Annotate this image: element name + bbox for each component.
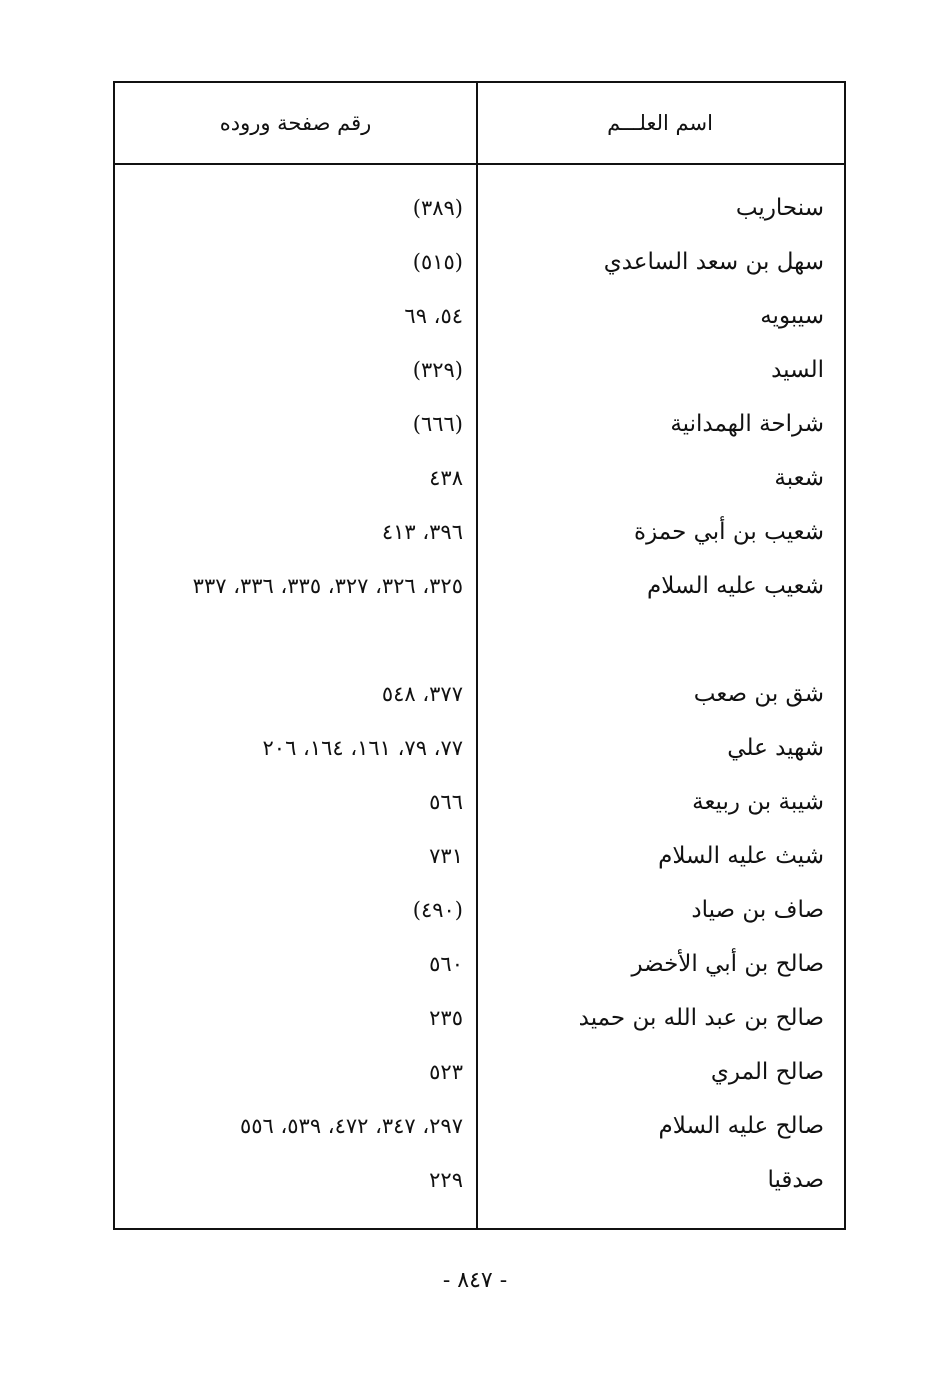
page-references: (٥١٥)	[412, 250, 463, 274]
person-name: صالح بن عبد الله بن حميد	[578, 1005, 824, 1031]
person-name: سنحاريب	[735, 195, 824, 221]
table-row	[115, 829, 844, 883]
table-row	[115, 181, 844, 235]
table-row	[115, 937, 844, 991]
table-row	[115, 505, 844, 559]
table-row	[115, 667, 844, 721]
index-rows	[115, 181, 844, 1207]
page-references: ٥٦٠	[429, 952, 463, 976]
table-row	[115, 451, 844, 505]
person-name: السيد	[771, 357, 824, 383]
table-row	[115, 343, 844, 397]
person-name: شق بن صعب	[693, 681, 824, 707]
person-name: شراحة الهمدانية	[670, 411, 824, 437]
page-number: - ٨٤٧ -	[442, 1268, 508, 1293]
page-references: (٦٦٦)	[412, 412, 463, 436]
page-references: (٣٢٩)	[412, 358, 463, 382]
page-references: ٣٩٦، ٤١٣	[381, 520, 463, 544]
index-table	[113, 81, 846, 1230]
page-references: ٣٢٥، ٣٢٦، ٣٢٧، ٣٣٥، ٣٣٦، ٣٣٧	[192, 574, 463, 598]
page-references: ٧٧، ٧٩، ١٦١، ١٦٤، ٢٠٦	[262, 736, 463, 760]
person-name: شعيب بن أبي حمزة	[634, 519, 824, 545]
person-name: صدقيا	[767, 1167, 824, 1193]
page-references: ٢٣٥	[429, 1006, 463, 1030]
header-name-column: اسم العلـــم	[607, 111, 713, 135]
table-row	[115, 1153, 844, 1207]
page-references: ٥٦٦	[429, 790, 463, 814]
table-row	[115, 1099, 844, 1153]
table-row	[115, 235, 844, 289]
table-row	[115, 397, 844, 451]
table-row	[115, 883, 844, 937]
page-references: ٣٧٧، ٥٤٨	[381, 682, 463, 706]
page-references: (٤٩٠)	[412, 898, 463, 922]
person-name: شهيد علي	[727, 735, 824, 761]
header-pages-column: رقم صفحة وروده	[219, 111, 372, 135]
page-references: ٥٢٣	[429, 1060, 463, 1084]
person-name: شعبة	[774, 465, 824, 491]
person-name: شعيب عليه السلام	[646, 573, 824, 599]
table-row	[115, 559, 844, 667]
header-divider	[115, 163, 844, 165]
table-row	[115, 721, 844, 775]
page-references: ٤٣٨	[429, 466, 463, 490]
page-references: ٧٣١	[429, 844, 463, 868]
table-row	[115, 775, 844, 829]
table-row	[115, 1045, 844, 1099]
person-name: شيبة بن ربيعة	[692, 789, 824, 815]
person-name: صالح المري	[710, 1059, 824, 1085]
person-name: سيبويه	[760, 303, 824, 329]
page-references: ٥٤، ٦٩	[404, 304, 463, 328]
person-name: صاف بن صياد	[691, 897, 824, 923]
person-name: صالح بن أبي الأخضر	[631, 951, 824, 977]
person-name: شيث عليه السلام	[658, 843, 824, 869]
table-row	[115, 289, 844, 343]
person-name: سهل بن سعد الساعدي	[603, 249, 824, 275]
page-references: ٢٩٧، ٣٤٧، ٤٧٢، ٥٣٩، ٥٥٦	[239, 1114, 463, 1138]
person-name: صالح عليه السلام	[658, 1113, 824, 1139]
page-references: (٣٨٩)	[412, 196, 463, 220]
table-row	[115, 991, 844, 1045]
page-references: ٢٢٩	[429, 1168, 463, 1192]
